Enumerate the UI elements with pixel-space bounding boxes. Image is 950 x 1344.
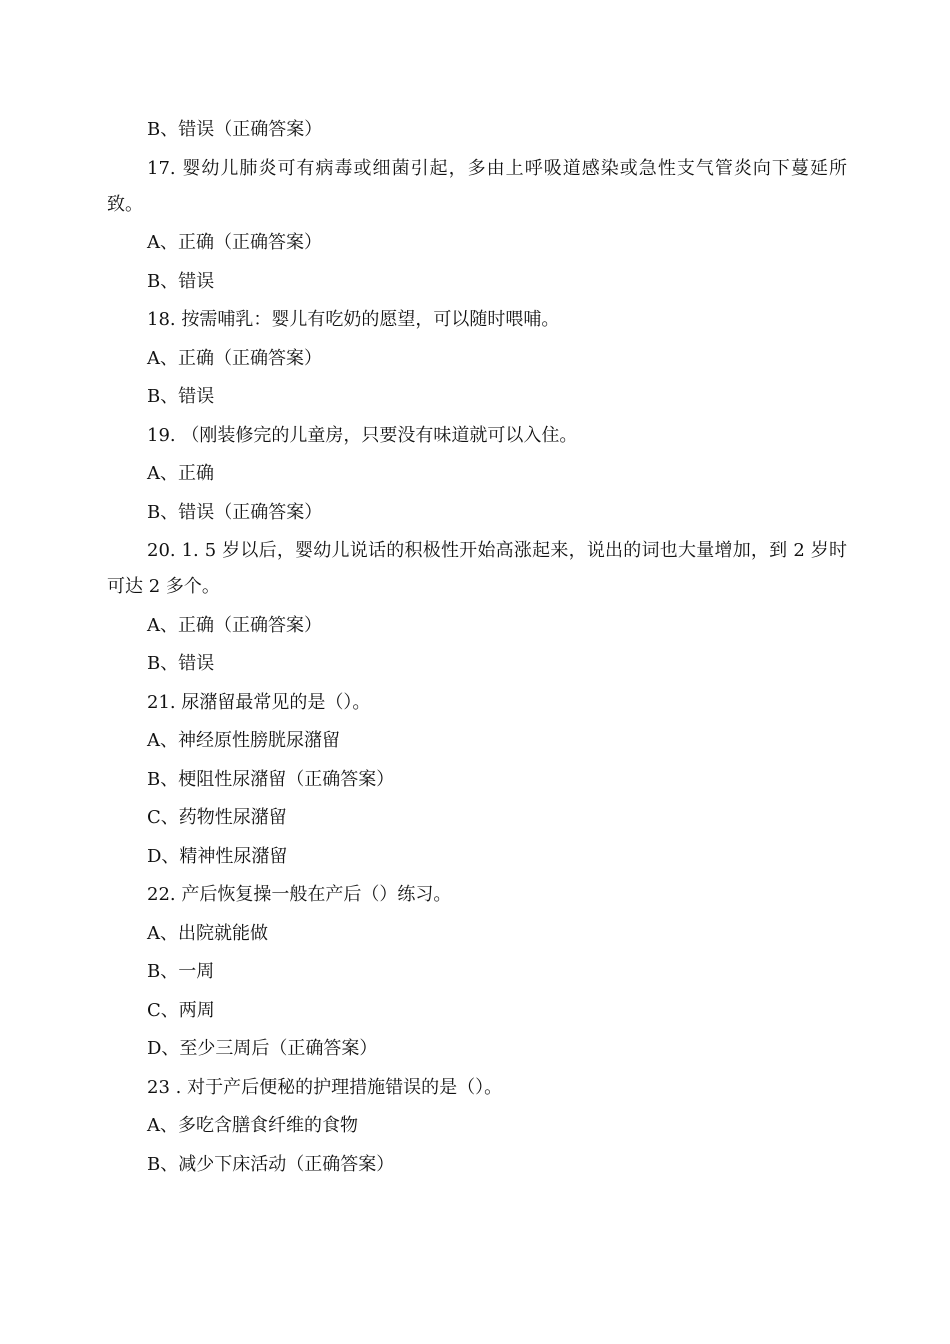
answer-option: D、至少三周后（正确答案） — [147, 1038, 378, 1059]
answer-option: A、神经原性膀胱尿潴留 — [147, 730, 340, 751]
answer-option: A、正确（正确答案） — [147, 232, 322, 253]
answer-option: B、错误 — [147, 653, 215, 674]
question-20: 20. 1. 5 岁以后，婴幼儿说话的积极性开始高涨起来，说出的词也大量增加，到 2 岁时可达 2 多个。 — [107, 540, 847, 597]
answer-option: A、正确（正确答案） — [147, 614, 322, 636]
answer-option: C、药物性尿潴留 — [147, 807, 287, 828]
answer-option: B、错误（正确答案） — [147, 501, 323, 523]
question-22: 22. 产后恢复操一般在产后（）练习。 — [147, 884, 452, 905]
answer-option: B、减少下床活动（正确答案） — [147, 1153, 395, 1175]
document-content — [107, 116, 847, 1189]
answer-option: A、正确（正确答案） — [147, 347, 322, 369]
answer-option: B、错误 — [147, 386, 215, 407]
question-21: 21. 尿潴留最常见的是（）。 — [147, 691, 371, 713]
answer-option: A、多吃含膳食纤维的食物 — [147, 1115, 358, 1136]
question-17: 17. 婴幼儿肺炎可有病毒或细菌引起，多由上呼吸道感染或急性支气管炎向下蔓延所致。 — [107, 157, 847, 215]
question-18: 18. 按需哺乳：婴儿有吃奶的愿望，可以随时喂哺。 — [147, 309, 560, 330]
answer-option: B、一周 — [147, 961, 215, 982]
question-23: 23 . 对于产后便秘的护理措施错误的是（）。 — [147, 1076, 503, 1098]
answer-option: B、错误（正确答案） — [147, 119, 323, 140]
answer-option: B、错误 — [147, 270, 215, 292]
question-19: 19. （刚装修完的儿童房，只要没有味道就可以入住。 — [147, 424, 578, 446]
answer-option: A、正确 — [147, 463, 214, 484]
answer-option: C、两周 — [147, 999, 215, 1021]
answer-option: D、精神性尿潴留 — [147, 845, 288, 867]
answer-option: A、出院就能做 — [147, 922, 268, 944]
answer-option: B、梗阻性尿潴留（正确答案） — [147, 768, 395, 790]
